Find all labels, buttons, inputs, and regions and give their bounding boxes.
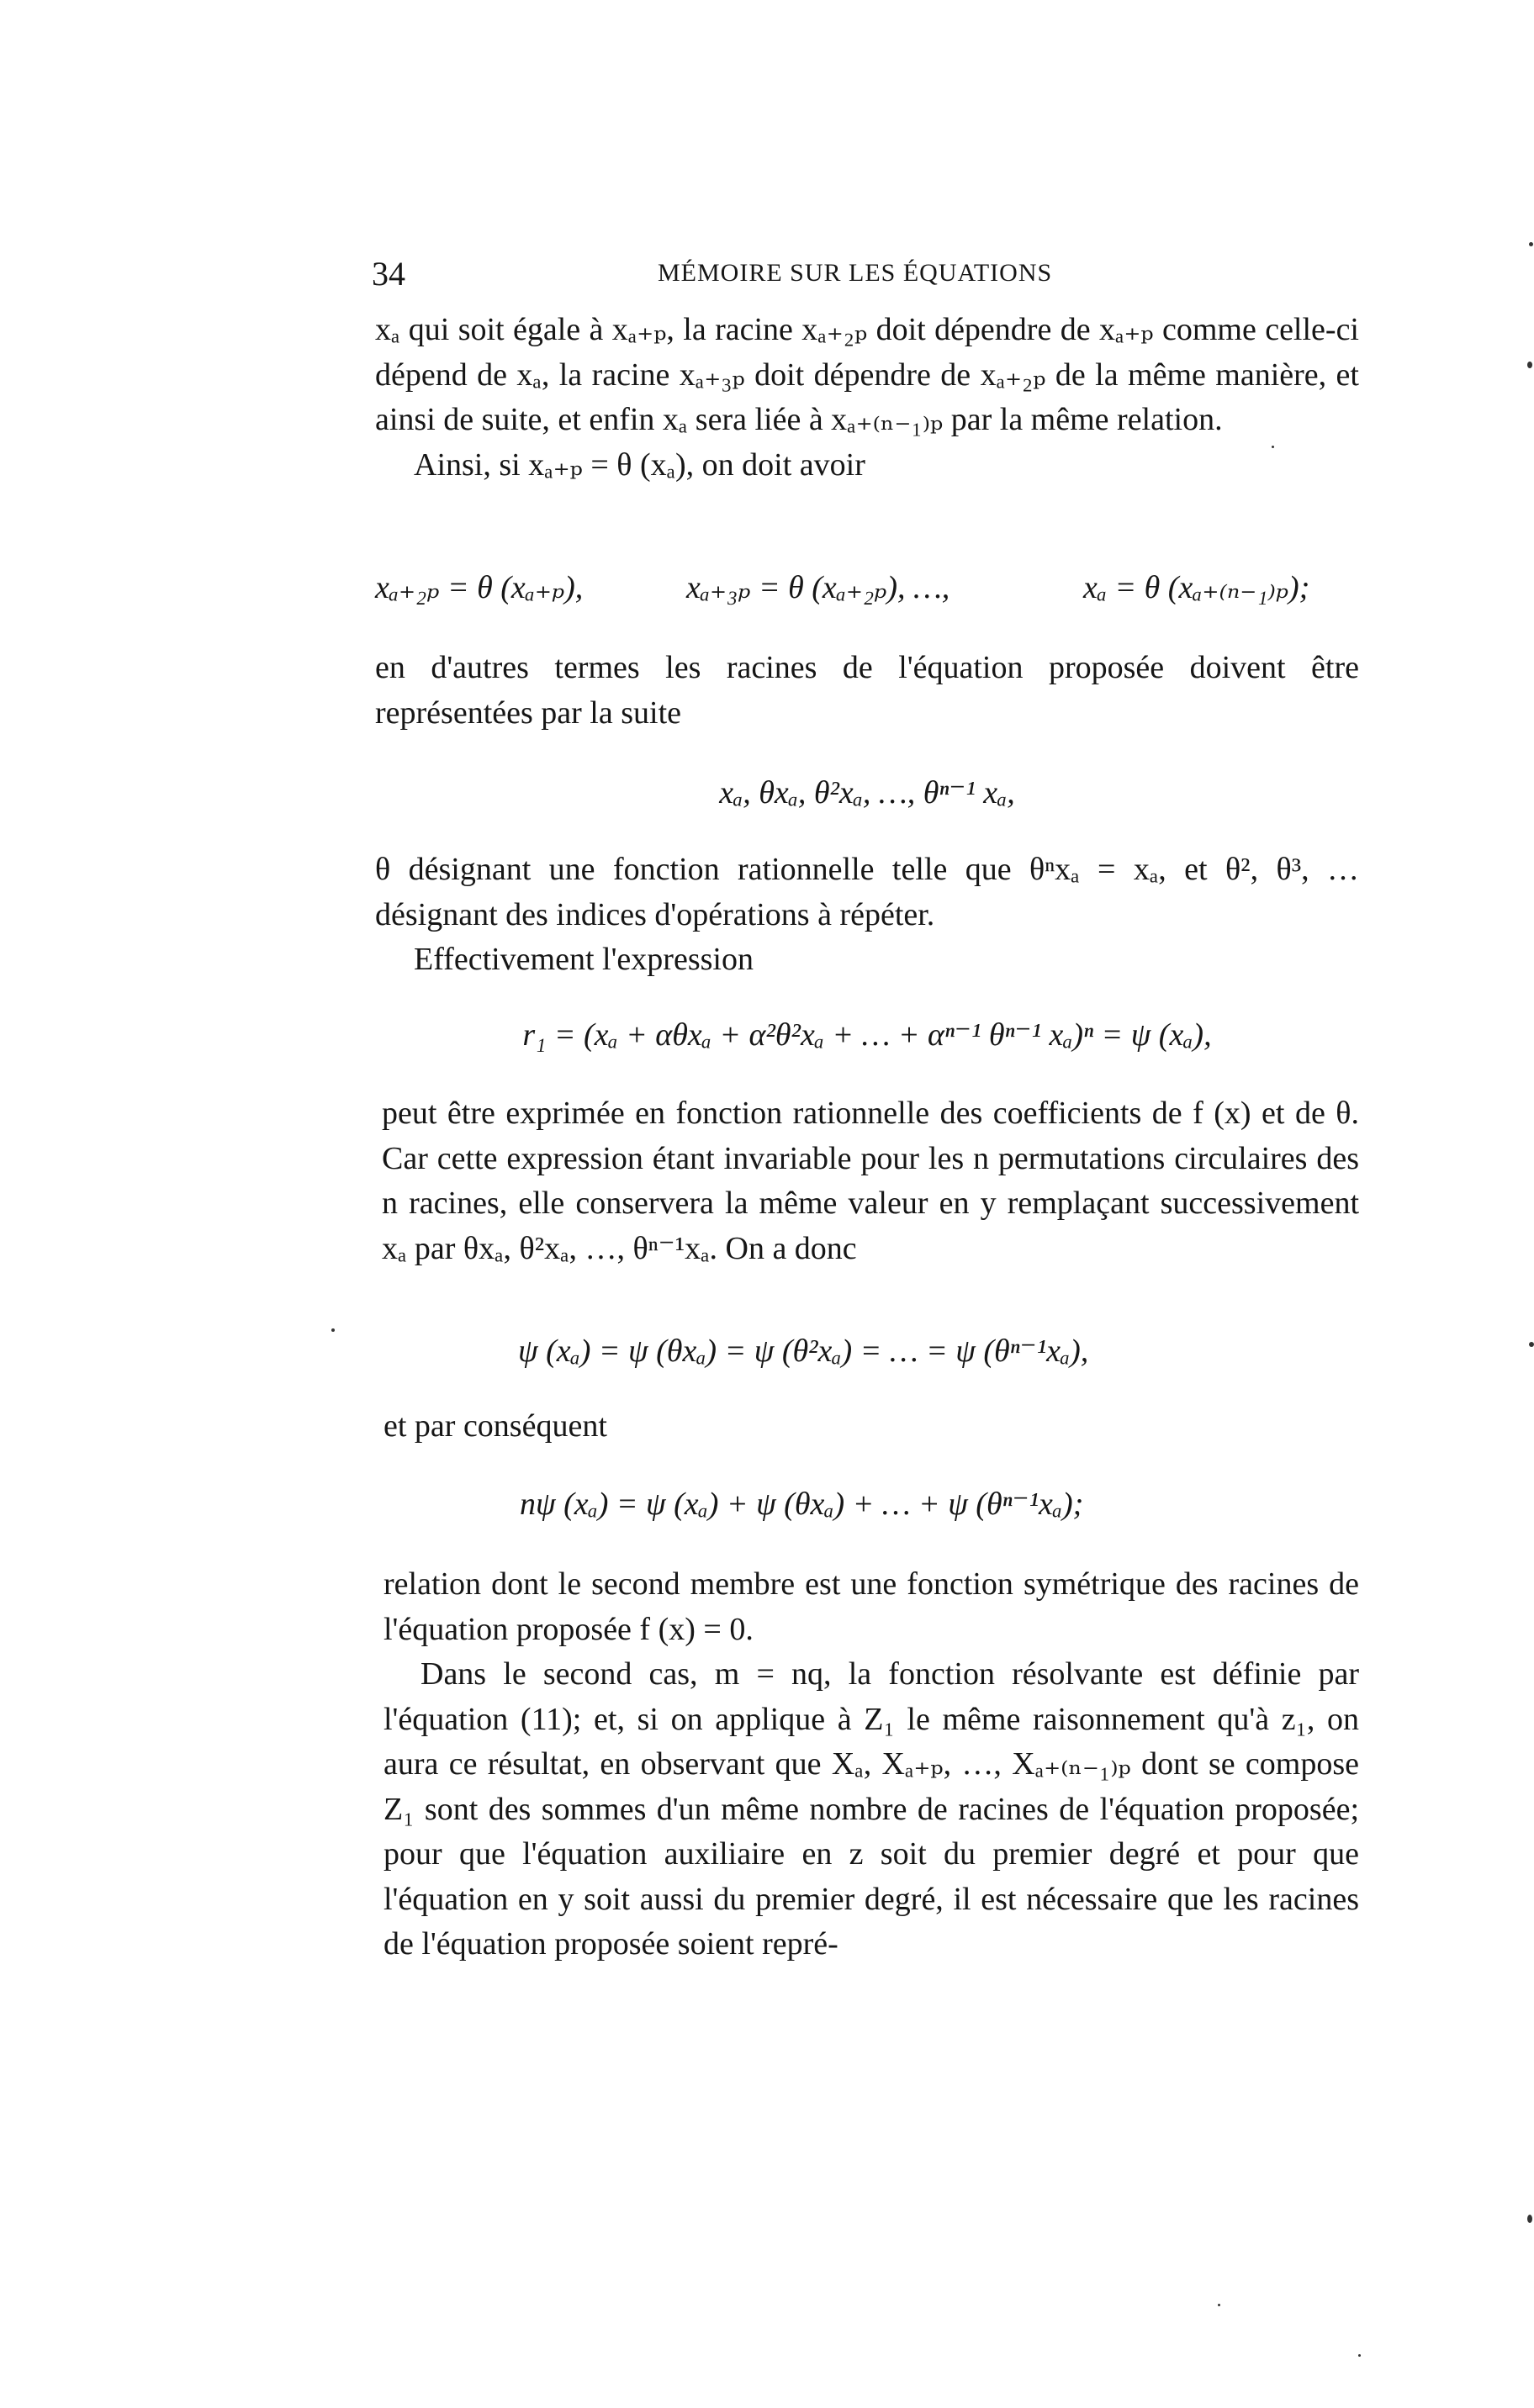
paragraph-3-block — [375, 646, 1359, 736]
scan-speck — [1218, 2304, 1220, 2306]
paragraph-7-block — [384, 1404, 1359, 1450]
scan-speck — [1527, 2215, 1532, 2223]
equation-5: nψ (xₐ) = ψ (xₐ) + ψ (θxₐ) + … + ψ (θⁿ⁻¹xₐ); — [520, 1487, 1084, 1522]
scan-speck — [1358, 2354, 1361, 2357]
paragraph-1-block — [375, 308, 1359, 488]
paragraph-9: Dans le second cas, m = nq, la fonction résolvante est définie par l'équation (11); et, si on applique à Z₁ le même raisonnement qu'à z₁, on aura ce résultat, en observant que Xₐ, Xₐ₊ₚ, …, Xₐ₊₍ₙ₋₁₎ₚ dont se compose Z₁ sont des sommes d'un même nombre de racines de l'équation proposée; pour que l'équation auxiliaire en z soit du premier degré et pour que l'équation en y soit aussi du premier degré, il est nécessaire que les racines de l'équation proposée soient repré- — [384, 1656, 1359, 1962]
paragraph-4-block — [375, 848, 1359, 983]
paragraph-6: peut être exprimée en fonction rationnelle des coefficients de f (x) et de θ. Car cette expression étant invariable pour les n permutations circulaires des n racines, elle conservera la même valeur en y remplaçant successivement xₐ par θxₐ, θ²xₐ, …, θⁿ⁻¹xₐ. On a donc — [382, 1096, 1359, 1266]
paragraph-4: θ désignant une fonction rationnelle telle que θⁿxₐ = xₐ, et θ², θ³, … désignant des indices d'opérations à répéter. — [375, 852, 1359, 932]
equation-3: r₁ = (xₐ + αθxₐ + α²θ²xₐ + … + αⁿ⁻¹ θⁿ⁻¹ xₐ)ⁿ = ψ (xₐ), — [522, 1017, 1212, 1053]
paragraph-5: Effectivement l'expression — [414, 942, 754, 977]
paragraph-6-block — [382, 1091, 1359, 1271]
equation-4: ψ (xₐ) = ψ (θxₐ) = ψ (θ²xₐ) = … = ψ (θⁿ⁻¹xₐ), — [518, 1333, 1089, 1369]
page-number: 34 — [372, 255, 405, 293]
scan-speck — [1527, 362, 1532, 368]
scan-speck — [1272, 446, 1274, 448]
running-title: MÉMOIRE SUR LES ÉQUATIONS — [658, 259, 1053, 287]
scan-speck — [1529, 242, 1533, 246]
equation-1-term-3: xₐ = θ (xₐ₊₍ₙ₋₁₎ₚ); — [1083, 570, 1310, 605]
paragraph-8: relation dont le second membre est une fonction symétrique des racines de l'équation proposée f (x) = 0. — [384, 1566, 1359, 1647]
paragraph-1: xₐ qui soit égale à xₐ₊ₚ, la racine xₐ₊₂ₚ doit dépendre de xₐ₊ₚ comme celle-ci dépend de xₐ, la racine xₐ₊₃ₚ doit dépendre de xₐ₊₂ₚ de la même manière, et ainsi de suite, et enfin xₐ sera liée à xₐ₊₍ₙ₋₁₎ₚ par la même relation. — [375, 312, 1359, 437]
paragraph-8-block — [384, 1562, 1359, 1967]
paragraph-3: en d'autres termes les racines de l'équation proposée doivent être représentées par la suite — [375, 650, 1359, 731]
scan-speck — [1529, 1342, 1534, 1347]
scan-speck — [331, 1328, 335, 1332]
equation-1 — [375, 568, 1359, 610]
equation-2: xₐ, θxₐ, θ²xₐ, …, θⁿ⁻¹ xₐ, — [719, 775, 1015, 811]
page-header — [372, 254, 1357, 291]
equation-1-term-1: xₐ₊₂ₚ = θ (xₐ₊ₚ), — [375, 570, 584, 605]
paragraph-7: et par conséquent — [384, 1408, 607, 1444]
equation-1-term-2: xₐ₊₃ₚ = θ (xₐ₊₂ₚ), …, — [686, 570, 950, 605]
paragraph-2: Ainsi, si xₐ₊ₚ = θ (xₐ), on doit avoir — [414, 446, 865, 483]
